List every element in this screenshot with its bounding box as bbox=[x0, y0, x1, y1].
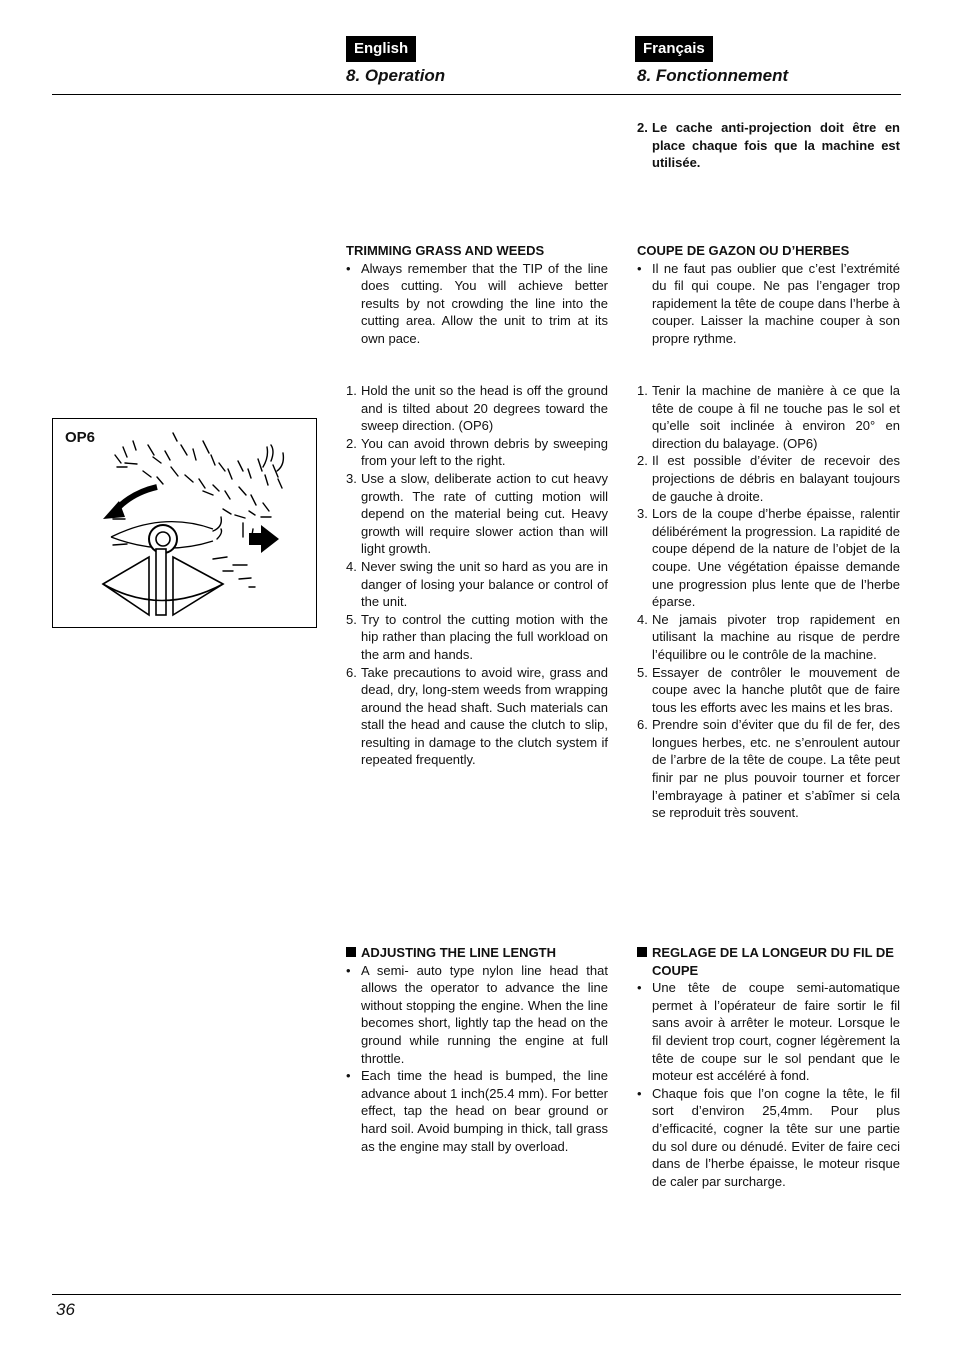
trimming-en-steps bbox=[346, 382, 608, 769]
fr-note-item bbox=[637, 119, 900, 172]
guard-left bbox=[103, 557, 149, 615]
list-item bbox=[346, 260, 608, 348]
step-number: 1. bbox=[637, 383, 648, 398]
trimmer-shaft bbox=[156, 549, 166, 615]
list-item bbox=[637, 979, 900, 1085]
step-number: 4. bbox=[346, 558, 357, 574]
step-text: Hold the unit so the head is off the ground and is tilted about 20 degrees toward the sweep direction. (OP6) bbox=[361, 383, 608, 434]
page-number: 36 bbox=[56, 1300, 75, 1319]
list-item bbox=[637, 260, 900, 348]
adjusting-fr-section bbox=[637, 944, 900, 1190]
footer-rule bbox=[52, 1294, 901, 1295]
list-item bbox=[346, 664, 608, 770]
list-item-text: Chaque fois que l’on cogne la tête, le fil sort d’environ 25,4mm. Pour plus d’efficacité, cogner la tête sur une partie du sol dure ou dénudé. Eviter de faire ceci dans de l’herbe épaisse, le moteur risque de caler par surcharge. bbox=[652, 1085, 900, 1189]
trimming-fr-heading: COUPE DE GAZON OU D’HERBES bbox=[637, 243, 850, 258]
adjusting-en-heading bbox=[346, 944, 608, 962]
list-item bbox=[637, 664, 900, 717]
list-item bbox=[637, 611, 900, 664]
language-badge-french: Français bbox=[635, 36, 713, 62]
adjusting-en-section bbox=[346, 944, 608, 1155]
bullet-icon: • bbox=[637, 260, 642, 276]
step-number: 3. bbox=[346, 470, 357, 486]
bullet-icon: • bbox=[637, 1085, 642, 1101]
step-number: 5. bbox=[637, 664, 648, 680]
step-number: 2. bbox=[637, 453, 648, 469]
step-text: You can avoid thrown debris by sweeping from your left to the right. bbox=[361, 435, 608, 469]
list-item bbox=[637, 716, 900, 822]
bullet-icon: • bbox=[346, 260, 351, 276]
list-item bbox=[346, 558, 608, 611]
step-text: Use a slow, deliberate action to cut heavy growth. The rate of cutting motion will depend on the material being cut. Heavy growth will require slower action than will light growth. bbox=[361, 470, 608, 557]
step-text: Ne jamais pivoter trop rapidement en utilisant la machine au risque de perdre l’équilibre ou le contrôle de la machine. bbox=[652, 611, 900, 662]
language-badge-english: English bbox=[346, 36, 416, 62]
step-number: 5. bbox=[346, 611, 357, 627]
step-text: Lors de la coupe d’herbe épaisse, ralentir délibérément la progression. La rapidité de coupe dépend de la nature de l’objet de la coupe. Une végétation épaisse demande une progression plus lente que de l’herbe éparse. bbox=[652, 506, 900, 610]
fr-note-number: 2. bbox=[637, 120, 648, 135]
trimming-en-heading: TRIMMING GRASS AND WEEDS bbox=[346, 243, 545, 258]
fr-note-text: Le cache anti-projection doit être en place chaque fois que la machine est utilisée. bbox=[652, 120, 900, 171]
list-item bbox=[346, 435, 608, 470]
list-item-text: Une tête de coupe semi-automatique permet à l’opérateur de faire sortir le fil sans avoir à arrêter le moteur. Lorsque le fil devient trop court, cogner légèrement la tête de coupe sur le sol pendant que le moteur est accéléré à fond. bbox=[652, 980, 900, 1084]
figure-label: OP6 bbox=[65, 429, 96, 446]
trimming-fr-steps bbox=[637, 382, 900, 822]
list-item bbox=[346, 470, 608, 558]
list-item bbox=[346, 611, 608, 664]
trimming-en-section bbox=[346, 242, 608, 348]
step-number: 6. bbox=[637, 717, 648, 733]
list-item-text: Il ne faut pas oublier que c’est l’extrémité du fil qui coupe. Ne pas l’engager trop rapidement la tête de coupe dans l’herbe à couper. Laisser la machine couper à son propre rythme. bbox=[652, 260, 900, 346]
bullet-icon: • bbox=[346, 1068, 351, 1084]
step-text: Essayer de contrôler le mouvement de coupe avec la hanche plutôt que de faire tous les efforts avec les mains et les bras. bbox=[652, 664, 900, 715]
step-text: Never swing the unit so hard as you are in danger of losing your balance or control of the unit. bbox=[361, 558, 608, 610]
step-text: Take precautions to avoid wire, grass and dead, dry, long-stem weeds from wrapping around the head shaft. Such materials can stall the head and cause the clutch to slip, resulting in damage to the clutch system if repeated frequently. bbox=[361, 664, 608, 768]
list-item bbox=[346, 382, 608, 435]
list-item-text: A semi- auto type nylon line head that allows the operator to advance the line without stopping the engine. When the line becomes short, lightly tap the head on the ground while running the engine at full throttle. bbox=[361, 962, 608, 1066]
list-item bbox=[346, 962, 608, 1068]
list-item bbox=[637, 505, 900, 611]
step-number: 1. bbox=[346, 383, 357, 398]
list-item-text: Always remember that the TIP of the line does cutting. You will achieve better results by not crowding the line into the cutting area. Allow the unit to trim at its own pace. bbox=[361, 260, 608, 346]
header-rule bbox=[52, 94, 901, 95]
trimming-fr-section bbox=[637, 242, 900, 348]
section-title-english: 8. Operation bbox=[346, 66, 446, 85]
figure-op6 bbox=[52, 418, 317, 628]
list-item bbox=[346, 1067, 608, 1155]
list-item bbox=[637, 382, 900, 452]
bullet-icon: • bbox=[637, 980, 642, 996]
step-number: 3. bbox=[637, 506, 648, 522]
adjusting-fr-heading-text: REGLAGE DE LA LONGEUR DU FIL DE COUPE bbox=[652, 945, 894, 978]
trimmer-illustration bbox=[53, 419, 318, 629]
black-square-icon bbox=[637, 947, 647, 957]
guard-right bbox=[173, 557, 223, 615]
step-text: Il est possible d’éviter de recevoir des projections de débris en balayant toujours de gauche à droite. bbox=[652, 453, 900, 504]
adjusting-fr-heading bbox=[637, 944, 900, 979]
step-number: 2. bbox=[346, 435, 357, 451]
list-item-text: Each time the head is bumped, the line advance about 1 inch(25.4 mm). For better effect, tap the head on bear ground or hard soil. Avoid bumping in thick, tall grass as the engine may stall by overload. bbox=[361, 1068, 608, 1154]
step-number: 6. bbox=[346, 664, 357, 680]
step-text: Prendre soin d’éviter que du fil de fer, des longues herbes, etc. ne s’enroulent autour de l’arbre de la tête de coupe. La tête peut finir par ne plus pouvoir tourner et forcer l’embrayage à patiner et s’abîmer si cela se reproduit très souvent. bbox=[652, 717, 900, 821]
section-title-french: 8. Fonctionnement bbox=[637, 66, 789, 85]
list-item bbox=[637, 452, 900, 505]
list-item bbox=[637, 1085, 900, 1191]
black-square-icon bbox=[346, 947, 356, 957]
adjusting-en-heading-text: ADJUSTING THE LINE LENGTH bbox=[361, 945, 557, 960]
bullet-icon: • bbox=[346, 962, 351, 978]
step-number: 4. bbox=[637, 611, 648, 627]
fr-note bbox=[637, 119, 900, 172]
step-text: Tenir la machine de manière à ce que la tête de coupe à fil ne touche pas le sol et qu’elle soit inclinée à environ 20° en direction du balayage. (OP6) bbox=[652, 383, 900, 451]
step-text: Try to control the cutting motion with the hip rather than placing the full workload on the arm and hands. bbox=[361, 611, 608, 662]
